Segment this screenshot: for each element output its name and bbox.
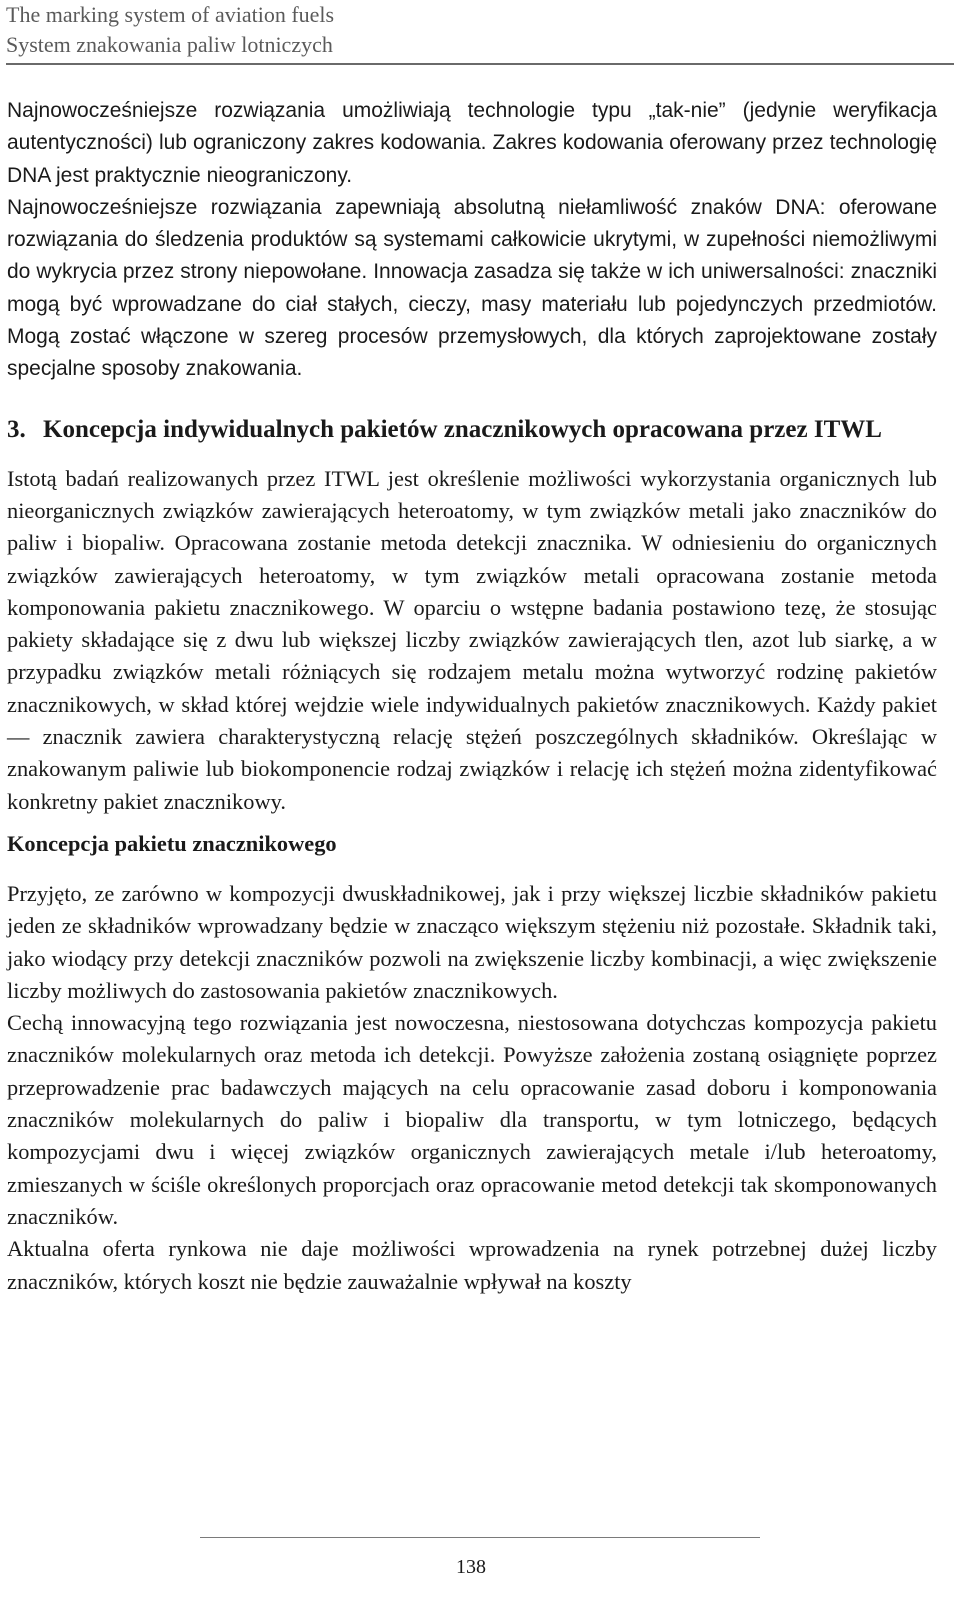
section-number: 3. bbox=[7, 415, 26, 443]
section-title: Koncepcja indywidualnych pakietów znacznikowych opracowana przez ITWL bbox=[43, 415, 882, 443]
subsection-paragraph-2: Cechą innowacyjną tego rozwiązania jest nowoczesna, niestosowana dotychczas kompozycja pakietu znaczników molekularnych oraz metoda ich detekcji. Powyższe założenia zostaną osiągnięte poprzez przeprowadzenie prac badawczych mających na celu opracowanie zasad doboru i komponowania znaczników molekularnych do paliw i biopaliw dla transportu, w tym lotniczego, będących kompozycjami dwu i więcej związków organicznych zawierających metale i/lub heteroatomy, zmieszanych w ściśle określonych proporcjach oraz opracowanie metod detekcji tak skomponowanych znaczników. bbox=[7, 1010, 937, 1229]
page-number: 138 bbox=[456, 1556, 486, 1578]
page-body bbox=[7, 95, 937, 1298]
subsection-heading: Koncepcja pakietu znacznikowego bbox=[7, 830, 337, 856]
footer-rule bbox=[200, 1537, 760, 1538]
running-header-title-en: The marking system of aviation fuels bbox=[6, 2, 335, 27]
intro-paragraph-1: Najnowocześniejsze rozwiązania umożliwiają technologie typu „tak-nie” (jedynie weryfikacja autentyczności) lub ograniczony zakres kodowania. Zakres kodowania oferowany przez technologię DNA jest praktycznie nieograniczony. bbox=[7, 99, 937, 187]
section-heading bbox=[7, 413, 937, 447]
subsection-paragraph-1: Przyjęto, ze zarówno w kompozycji dwuskładnikowej, jak i przy większej liczbie składników pakietu jeden ze składników wprowadzany będzie w znacząco większym stężeniu niż pozostałe. Składnik taki, jako wiodący przy detekcji znaczników pozwoli na zwiększenie liczby kombinacji, a więc zwiększenie liczby możliwych do zastosowania pakietów znacznikowych. bbox=[7, 880, 937, 1003]
section-body-paragraph: Istotą badań realizowanych przez ITWL jest określenie możliwości wykorzystania organicznych lub nieorganicznych związków zawierających heteroatomy, w tym związków metali jako znaczników do paliw i biopaliw. Opracowana zostanie metoda detekcji znacznika. W odniesieniu do organicznych związków zawierających heteroatomy, w tym związków metali opracowana zostanie metoda komponowania pakietu znacznikowego. W oparciu o wstępne badania postawiono tezę, że stosując pakiety składające się z dwu lub większej liczby związków zawierających tlen, azot lub siarkę, a w przypadku związków metali różniących się rodzajem metalu można wytworzyć rodzinę pakietów znacznikowych, w skład której wejdzie wiele indywidualnych pakietów znacznikowych. Każdy pakiet ― znacznik zawiera charakterystyczną relację stężeń poszczególnych składników. Określając w znakowanym paliwie lub biokomponencie rodzaj związków i relację ich stężeń można zidentyfikować konkretny pakiet znacznikowy. bbox=[7, 465, 937, 814]
running-header-title-pl: System znakowania paliw lotniczych bbox=[6, 32, 333, 57]
paragraph-spacer bbox=[7, 386, 937, 405]
header-rule bbox=[6, 63, 954, 65]
running-header bbox=[6, 0, 954, 66]
intro-paragraph-2: Najnowocześniejsze rozwiązania zapewniają absolutną niełamliwość znaków DNA: oferowane rozwiązania do śledzenia produktów są systemami całkowicie ukrytymi, w zupełności niemożliwymi do wykrycia przez strony niepowołane. Innowacja zasadza się także w ich uniwersalności: znaczniki mogą być wprowadzane do ciał stałych, cieczy, masy materiału lub pojedynczych przedmiotów. Mogą zostać włączone w szereg procesów przemysłowych, dla których zaprojektowane zostały specjalne sposoby znakowania. bbox=[7, 195, 937, 381]
subsection-paragraph-3: Aktualna oferta rynkowa nie daje możliwości wprowadzenia na rynek potrzebnej dużej liczby znaczników, których koszt nie będzie zauważalnie wpływał na koszty bbox=[7, 1236, 937, 1294]
